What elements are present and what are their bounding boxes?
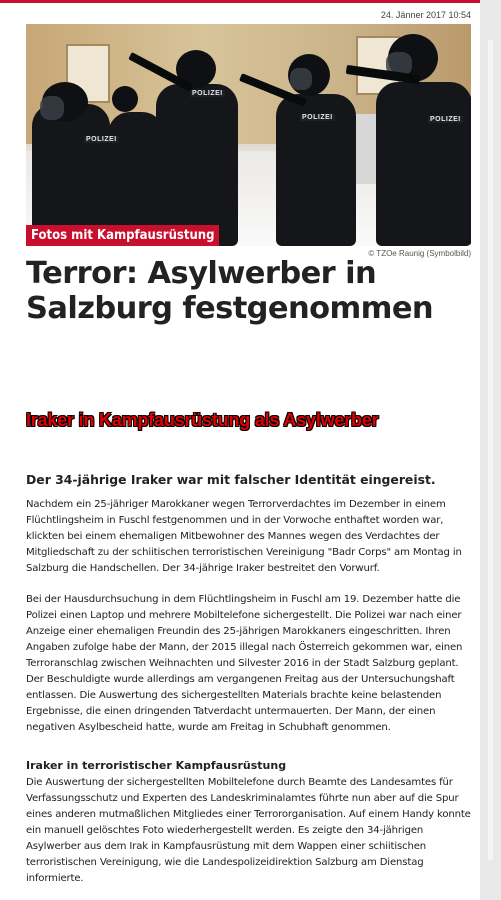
photo-visor (290, 68, 312, 90)
scrollbar[interactable] (480, 0, 501, 900)
article-headline: Terror: Asylwerber in Salzburg festgenommen (26, 256, 434, 326)
photo-credit: © TZOe Raunig (Symbolbild) (368, 249, 471, 258)
photo-gallery-badge[interactable]: Fotos mit Kampfausrüstung (26, 225, 219, 246)
article-paragraph: Bei der Hausdurchsuchung in dem Flüchtlingsheim in Fuschl am 19. Dezember hatte die Polizei einen Laptop und mehrere Mobiltelefone sichergestellt. Die Polizei war nach einer Anzeige einer ehemaligen Freundin des 25-jährigen Marokkaners eingeschritten. Ihren Angaben zufolge habe der Mann, der 2015 illegal nach Österreich gekommen war, einen Terroranschlag zwischen Weihnachten und Silvester 2016 in der Stadt Salzburg geplant. Der Beschuldigte wurde allerdings am vergangenen Freitag aus der Untersuchungshaft entlassen. Die Auswertung des sichergestellten Materials brachte keine belastenden Ergebnisse, die einen dringenden Tatverdacht untermauerten. Der Mann, der einen negativen Asylbescheid hatte, wurde am Freitag in Schubhaft genommen. (26, 594, 463, 733)
vest-label: POLIZEI (86, 136, 117, 143)
article-photo[interactable] (26, 24, 471, 246)
article-date: 24. Jänner 2017 10:54 (380, 10, 471, 20)
vest-label: POLIZEI (430, 116, 461, 123)
photo-visor (40, 96, 64, 120)
photo-helmet (112, 86, 138, 112)
photo-officer (376, 82, 471, 246)
scrollbar-track[interactable] (488, 40, 493, 860)
vest-label: POLIZEI (302, 114, 333, 121)
photo-officer (156, 84, 238, 246)
article-paragraph: Nachdem ein 25-jähriger Marokkaner wegen Terrorverdachtes im Dezember in einem Flüchtlingsheim in Fuschl festgenommen und in der Vorwoche enthaftet worden war, klickten bei einem ehemaligen Mitbewohner des Mannes wegen des Verdachtes der Mitgliedschaft zu der schiitischen terroristischen Vereinigung "Badr Corps" am Montag in Salzburg die Handschellen. Der 34-jährige Iraker bestreitet den Vorwurf. (26, 499, 462, 574)
article-paragraph: Die Auswertung der sichergestellten Mobiltelefone durch Beamte des Landesamtes für Verfassungsschutz und Experten des Landeskriminalamtes führte nun aber auf die Spur eines anderen mutmaßlichen Mitgliedes einer Terrororganisation. Auf einem Handy konnte ein manuell gelöschtes Foto wiederhergestellt werden. Es zeigte den 34-jährigen Asylwerber aus dem Irak in Kampfausrüstung mit dem Wappen einer schiitischen terroristischen Vereinigung, wie die Landespolizeidirektion Salzburg am Dienstag informierte. (26, 777, 471, 884)
top-accent-bar (0, 0, 480, 3)
article-subheading: Iraker in terroristischer Kampfausrüstung (26, 759, 287, 772)
overlay-caption: Iraker in Kampfausrüstung als Asylwerber (26, 410, 379, 430)
article-lead: Der 34-jährige Iraker war mit falscher Identität eingereist. (26, 472, 436, 487)
vest-label: POLIZEI (192, 90, 223, 97)
